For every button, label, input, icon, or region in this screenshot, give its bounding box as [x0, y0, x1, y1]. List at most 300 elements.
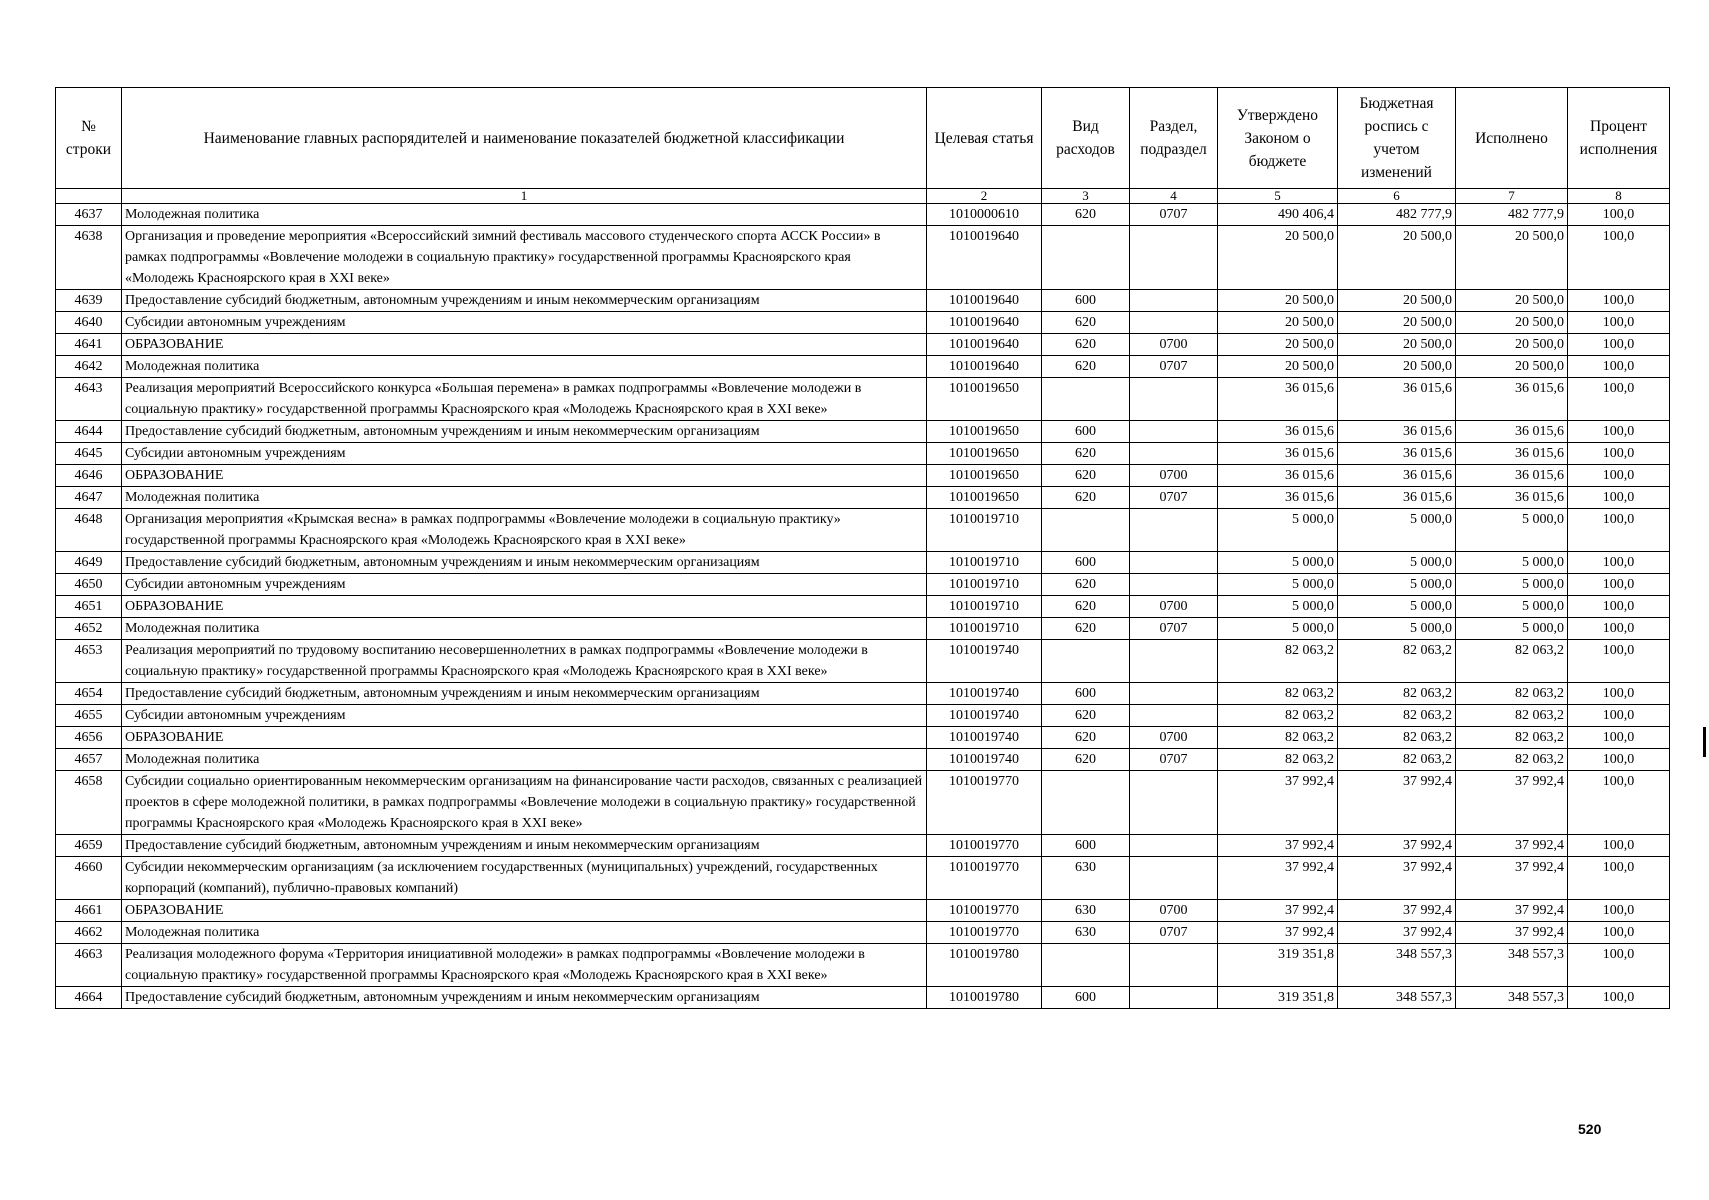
row-name: Организация мероприятия «Крымская весна» в рамках подпрограммы «Вовлечение молодежи в социальную практику» государственной программы Красноярского края «Молодежь Красноярского края в XXI веке» [122, 509, 927, 552]
row-expense-type: 600 [1042, 421, 1130, 443]
row-name: Субсидии некоммерческим организациям (за исключением государственных (муниципальных) учреждений, государственных корпораций (компаний), публично-правовых компаний) [122, 857, 927, 900]
row-budget-list: 20 500,0 [1338, 356, 1456, 378]
row-expense-type: 630 [1042, 922, 1130, 944]
column-number: 8 [1568, 189, 1670, 204]
row-percent: 100,0 [1568, 312, 1670, 334]
row-number: 4646 [56, 465, 122, 487]
row-approved: 37 992,4 [1218, 900, 1338, 922]
row-section [1130, 443, 1218, 465]
column-number: 3 [1042, 189, 1130, 204]
row-number: 4662 [56, 922, 122, 944]
row-budget-list: 37 992,4 [1338, 771, 1456, 835]
row-expense-type: 600 [1042, 552, 1130, 574]
row-executed: 20 500,0 [1456, 312, 1568, 334]
row-section [1130, 683, 1218, 705]
table-row [56, 487, 1670, 509]
row-approved: 82 063,2 [1218, 749, 1338, 771]
row-section: 0700 [1130, 465, 1218, 487]
row-target-code: 1010019640 [927, 226, 1042, 290]
row-percent: 100,0 [1568, 640, 1670, 683]
table-row [56, 509, 1670, 552]
table-row [56, 204, 1670, 226]
row-budget-list: 36 015,6 [1338, 443, 1456, 465]
row-section [1130, 771, 1218, 835]
row-number: 4641 [56, 334, 122, 356]
row-number: 4654 [56, 683, 122, 705]
row-approved: 36 015,6 [1218, 378, 1338, 421]
row-section: 0700 [1130, 334, 1218, 356]
row-expense-type [1042, 944, 1130, 987]
row-expense-type: 620 [1042, 465, 1130, 487]
row-approved: 82 063,2 [1218, 727, 1338, 749]
row-section: 0700 [1130, 727, 1218, 749]
table-row [56, 312, 1670, 334]
row-target-code: 1010019770 [927, 900, 1042, 922]
row-section [1130, 857, 1218, 900]
row-executed: 348 557,3 [1456, 987, 1568, 1009]
row-expense-type: 600 [1042, 987, 1130, 1009]
column-number: 4 [1130, 189, 1218, 204]
row-target-code: 1010019640 [927, 312, 1042, 334]
row-expense-type: 600 [1042, 683, 1130, 705]
row-executed: 37 992,4 [1456, 771, 1568, 835]
row-percent: 100,0 [1568, 465, 1670, 487]
row-number: 4657 [56, 749, 122, 771]
row-approved: 20 500,0 [1218, 312, 1338, 334]
header-percent: Процент исполнения [1568, 88, 1670, 189]
row-name: Субсидии автономным учреждениям [122, 312, 927, 334]
row-target-code: 1010019740 [927, 640, 1042, 683]
row-approved: 82 063,2 [1218, 683, 1338, 705]
header-section: Раздел, подраздел [1130, 88, 1218, 189]
row-number: 4656 [56, 727, 122, 749]
row-expense-type: 620 [1042, 596, 1130, 618]
row-executed: 82 063,2 [1456, 640, 1568, 683]
row-section: 0707 [1130, 922, 1218, 944]
row-percent: 100,0 [1568, 204, 1670, 226]
column-number: 6 [1338, 189, 1456, 204]
row-name: Субсидии автономным учреждениям [122, 443, 927, 465]
row-name: Реализация молодежного форума «Территория инициативной молодежи» в рамках подпрограммы «Вовлечение молодежи в социальную практику» государственной программы Красноярского края «Молодежь Красноярского края в XXI веке» [122, 944, 927, 987]
row-expense-type: 620 [1042, 487, 1130, 509]
row-executed: 36 015,6 [1456, 487, 1568, 509]
row-expense-type [1042, 226, 1130, 290]
row-approved: 36 015,6 [1218, 421, 1338, 443]
row-number: 4648 [56, 509, 122, 552]
column-number: 1 [122, 189, 927, 204]
row-approved: 36 015,6 [1218, 465, 1338, 487]
row-executed: 37 992,4 [1456, 835, 1568, 857]
page-number: 520 [1578, 1121, 1602, 1137]
row-number: 4638 [56, 226, 122, 290]
row-number: 4651 [56, 596, 122, 618]
row-target-code: 1010019770 [927, 922, 1042, 944]
row-approved: 20 500,0 [1218, 356, 1338, 378]
row-expense-type: 620 [1042, 334, 1130, 356]
row-name: ОБРАЗОВАНИЕ [122, 727, 927, 749]
row-name: Предоставление субсидий бюджетным, автономным учреждениям и иным некоммерческим организациям [122, 683, 927, 705]
row-approved: 82 063,2 [1218, 705, 1338, 727]
row-executed: 5 000,0 [1456, 574, 1568, 596]
row-target-code: 1010000610 [927, 204, 1042, 226]
row-percent: 100,0 [1568, 727, 1670, 749]
row-name: ОБРАЗОВАНИЕ [122, 900, 927, 922]
row-executed: 20 500,0 [1456, 290, 1568, 312]
row-name: Молодежная политика [122, 204, 927, 226]
row-name: Субсидии автономным учреждениям [122, 574, 927, 596]
row-budget-list: 82 063,2 [1338, 727, 1456, 749]
row-percent: 100,0 [1568, 749, 1670, 771]
row-target-code: 1010019710 [927, 552, 1042, 574]
row-section [1130, 835, 1218, 857]
row-budget-list: 20 500,0 [1338, 334, 1456, 356]
row-number: 4640 [56, 312, 122, 334]
row-section: 0700 [1130, 596, 1218, 618]
row-section [1130, 290, 1218, 312]
row-percent: 100,0 [1568, 922, 1670, 944]
row-number: 4642 [56, 356, 122, 378]
row-section: 0707 [1130, 356, 1218, 378]
row-approved: 319 351,8 [1218, 944, 1338, 987]
row-name: Молодежная политика [122, 922, 927, 944]
row-target-code: 1010019740 [927, 683, 1042, 705]
table-row [56, 900, 1670, 922]
row-expense-type: 620 [1042, 312, 1130, 334]
table-row [56, 922, 1670, 944]
row-section [1130, 226, 1218, 290]
row-section: 0707 [1130, 487, 1218, 509]
row-target-code: 1010019710 [927, 509, 1042, 552]
row-target-code: 1010019650 [927, 487, 1042, 509]
row-number: 4644 [56, 421, 122, 443]
table-row [56, 421, 1670, 443]
header-row-no: № строки [56, 88, 122, 189]
row-executed: 5 000,0 [1456, 596, 1568, 618]
row-budget-list: 5 000,0 [1338, 509, 1456, 552]
row-number: 4647 [56, 487, 122, 509]
column-number: 7 [1456, 189, 1568, 204]
row-name: Предоставление субсидий бюджетным, автономным учреждениям и иным некоммерческим организациям [122, 835, 927, 857]
row-approved: 5 000,0 [1218, 574, 1338, 596]
row-percent: 100,0 [1568, 705, 1670, 727]
row-approved: 20 500,0 [1218, 334, 1338, 356]
column-number-row [56, 189, 1670, 204]
row-percent: 100,0 [1568, 574, 1670, 596]
row-expense-type: 600 [1042, 835, 1130, 857]
row-budget-list: 82 063,2 [1338, 705, 1456, 727]
table-header [56, 88, 1670, 204]
row-executed: 20 500,0 [1456, 334, 1568, 356]
row-percent: 100,0 [1568, 835, 1670, 857]
row-executed: 82 063,2 [1456, 749, 1568, 771]
budget-execution-table [55, 87, 1670, 1009]
row-target-code: 1010019780 [927, 987, 1042, 1009]
row-name: Организация и проведение мероприятия «Всероссийский зимний фестиваль массового студенческого спорта АССК России» в рамках подпрограммы «Вовлечение молодежи в социальную практику» государственной программы Красноярского края «Молодежь Красноярского края в XXI веке» [122, 226, 927, 290]
row-name: Предоставление субсидий бюджетным, автономным учреждениям и иным некоммерческим организациям [122, 421, 927, 443]
row-expense-type [1042, 509, 1130, 552]
header-expense-type: Вид расходов [1042, 88, 1130, 189]
row-expense-type [1042, 378, 1130, 421]
table-row [56, 987, 1670, 1009]
row-section: 0707 [1130, 204, 1218, 226]
row-name: Предоставление субсидий бюджетным, автономным учреждениям и иным некоммерческим организациям [122, 290, 927, 312]
row-number: 4645 [56, 443, 122, 465]
row-approved: 5 000,0 [1218, 596, 1338, 618]
row-budget-list: 37 992,4 [1338, 922, 1456, 944]
row-percent: 100,0 [1568, 596, 1670, 618]
row-budget-list: 348 557,3 [1338, 944, 1456, 987]
row-executed: 20 500,0 [1456, 356, 1568, 378]
row-expense-type: 620 [1042, 727, 1130, 749]
row-number: 4652 [56, 618, 122, 640]
row-percent: 100,0 [1568, 226, 1670, 290]
row-percent: 100,0 [1568, 552, 1670, 574]
row-number: 4653 [56, 640, 122, 683]
table-row [56, 705, 1670, 727]
row-target-code: 1010019650 [927, 443, 1042, 465]
row-target-code: 1010019770 [927, 835, 1042, 857]
row-number: 4637 [56, 204, 122, 226]
row-section [1130, 944, 1218, 987]
row-section [1130, 421, 1218, 443]
scan-edge-mark [1703, 727, 1706, 757]
row-budget-list: 36 015,6 [1338, 487, 1456, 509]
row-budget-list: 37 992,4 [1338, 900, 1456, 922]
row-budget-list: 82 063,2 [1338, 683, 1456, 705]
row-executed: 82 063,2 [1456, 727, 1568, 749]
row-percent: 100,0 [1568, 356, 1670, 378]
row-budget-list: 20 500,0 [1338, 290, 1456, 312]
row-number: 4659 [56, 835, 122, 857]
row-number: 4660 [56, 857, 122, 900]
row-section [1130, 640, 1218, 683]
row-approved: 36 015,6 [1218, 443, 1338, 465]
row-budget-list: 36 015,6 [1338, 465, 1456, 487]
row-expense-type: 630 [1042, 900, 1130, 922]
header-target: Целевая статья [927, 88, 1042, 189]
row-target-code: 1010019740 [927, 727, 1042, 749]
row-percent: 100,0 [1568, 421, 1670, 443]
row-target-code: 1010019640 [927, 290, 1042, 312]
row-executed: 36 015,6 [1456, 378, 1568, 421]
row-section [1130, 509, 1218, 552]
row-name: Предоставление субсидий бюджетным, автономным учреждениям и иным некоммерческим организациям [122, 987, 927, 1009]
row-expense-type: 620 [1042, 749, 1130, 771]
row-target-code: 1010019770 [927, 771, 1042, 835]
row-percent: 100,0 [1568, 618, 1670, 640]
row-target-code: 1010019640 [927, 334, 1042, 356]
row-percent: 100,0 [1568, 900, 1670, 922]
table-row [56, 857, 1670, 900]
row-budget-list: 36 015,6 [1338, 421, 1456, 443]
row-budget-list: 37 992,4 [1338, 857, 1456, 900]
row-approved: 37 992,4 [1218, 835, 1338, 857]
table-row [56, 552, 1670, 574]
row-budget-list: 5 000,0 [1338, 574, 1456, 596]
row-target-code: 1010019650 [927, 421, 1042, 443]
table-row [56, 443, 1670, 465]
table-row [56, 574, 1670, 596]
table-row [56, 727, 1670, 749]
row-executed: 37 992,4 [1456, 857, 1568, 900]
table-row [56, 334, 1670, 356]
row-budget-list: 5 000,0 [1338, 596, 1456, 618]
row-executed: 36 015,6 [1456, 421, 1568, 443]
table-row [56, 596, 1670, 618]
row-section: 0700 [1130, 900, 1218, 922]
row-executed: 5 000,0 [1456, 618, 1568, 640]
table-row [56, 378, 1670, 421]
row-number: 4639 [56, 290, 122, 312]
row-target-code: 1010019740 [927, 705, 1042, 727]
row-target-code: 1010019710 [927, 574, 1042, 596]
table-row [56, 640, 1670, 683]
row-expense-type: 620 [1042, 618, 1130, 640]
row-approved: 5 000,0 [1218, 509, 1338, 552]
row-number: 4664 [56, 987, 122, 1009]
table-row [56, 290, 1670, 312]
table-row [56, 835, 1670, 857]
row-number: 4655 [56, 705, 122, 727]
row-percent: 100,0 [1568, 944, 1670, 987]
row-budget-list: 482 777,9 [1338, 204, 1456, 226]
table-row [56, 356, 1670, 378]
row-approved: 37 992,4 [1218, 771, 1338, 835]
row-executed: 82 063,2 [1456, 683, 1568, 705]
row-executed: 482 777,9 [1456, 204, 1568, 226]
row-percent: 100,0 [1568, 443, 1670, 465]
row-name: Молодежная политика [122, 618, 927, 640]
row-target-code: 1010019650 [927, 378, 1042, 421]
row-approved: 319 351,8 [1218, 987, 1338, 1009]
row-percent: 100,0 [1568, 334, 1670, 356]
row-expense-type: 620 [1042, 705, 1130, 727]
table-row [56, 465, 1670, 487]
row-name: Предоставление субсидий бюджетным, автономным учреждениям и иным некоммерческим организациям [122, 552, 927, 574]
row-approved: 5 000,0 [1218, 552, 1338, 574]
row-target-code: 1010019770 [927, 857, 1042, 900]
row-budget-list: 5 000,0 [1338, 618, 1456, 640]
row-percent: 100,0 [1568, 857, 1670, 900]
row-number: 4658 [56, 771, 122, 835]
row-executed: 5 000,0 [1456, 509, 1568, 552]
row-approved: 20 500,0 [1218, 226, 1338, 290]
table-row [56, 771, 1670, 835]
row-expense-type [1042, 640, 1130, 683]
row-approved: 37 992,4 [1218, 922, 1338, 944]
row-percent: 100,0 [1568, 378, 1670, 421]
row-name: Субсидии социально ориентированным некоммерческим организациям на финансирование части расходов, связанных с реализацией проектов в сфере молодежной политики, в рамках подпрограммы «Вовлечение молодежи в социальную практику» государственной программы Красноярского края «Молодежь Красноярского края в XXI веке» [122, 771, 927, 835]
row-approved: 37 992,4 [1218, 857, 1338, 900]
row-section [1130, 312, 1218, 334]
row-section [1130, 552, 1218, 574]
row-executed: 37 992,4 [1456, 900, 1568, 922]
row-number: 4649 [56, 552, 122, 574]
row-section [1130, 705, 1218, 727]
row-percent: 100,0 [1568, 771, 1670, 835]
table-row [56, 683, 1670, 705]
row-target-code: 1010019710 [927, 596, 1042, 618]
row-expense-type: 620 [1042, 574, 1130, 596]
row-number: 4661 [56, 900, 122, 922]
table-row [56, 749, 1670, 771]
row-name: Молодежная политика [122, 487, 927, 509]
row-target-code: 1010019780 [927, 944, 1042, 987]
row-number: 4663 [56, 944, 122, 987]
row-target-code: 1010019640 [927, 356, 1042, 378]
row-approved: 20 500,0 [1218, 290, 1338, 312]
row-expense-type: 600 [1042, 290, 1130, 312]
row-budget-list: 5 000,0 [1338, 552, 1456, 574]
row-name: ОБРАЗОВАНИЕ [122, 596, 927, 618]
row-percent: 100,0 [1568, 290, 1670, 312]
row-executed: 348 557,3 [1456, 944, 1568, 987]
row-budget-list: 82 063,2 [1338, 749, 1456, 771]
column-number: 5 [1218, 189, 1338, 204]
row-approved: 490 406,4 [1218, 204, 1338, 226]
row-number: 4643 [56, 378, 122, 421]
row-expense-type: 620 [1042, 204, 1130, 226]
row-approved: 5 000,0 [1218, 618, 1338, 640]
row-section [1130, 378, 1218, 421]
row-target-code: 1010019740 [927, 749, 1042, 771]
row-section [1130, 574, 1218, 596]
row-budget-list: 20 500,0 [1338, 312, 1456, 334]
row-budget-list: 348 557,3 [1338, 987, 1456, 1009]
header-approved: Утверждено Законом о бюджете [1218, 88, 1338, 189]
row-approved: 36 015,6 [1218, 487, 1338, 509]
row-executed: 36 015,6 [1456, 465, 1568, 487]
row-name: Реализация мероприятий по трудовому воспитанию несовершеннолетних в рамках подпрограммы «Вовлечение молодежи в социальную практику» государственной программы Красноярского края «Молодежь Красноярского края в XXI веке» [122, 640, 927, 683]
row-section [1130, 987, 1218, 1009]
table-body [56, 204, 1670, 1009]
header-name: Наименование главных распорядителей и наименование показателей бюджетной классификации [122, 88, 927, 189]
row-name: Молодежная политика [122, 356, 927, 378]
row-executed: 82 063,2 [1456, 705, 1568, 727]
row-budget-list: 36 015,6 [1338, 378, 1456, 421]
table-row [56, 944, 1670, 987]
row-executed: 37 992,4 [1456, 922, 1568, 944]
row-target-code: 1010019650 [927, 465, 1042, 487]
row-name: Молодежная политика [122, 749, 927, 771]
row-section: 0707 [1130, 749, 1218, 771]
row-target-code: 1010019710 [927, 618, 1042, 640]
row-name: Субсидии автономным учреждениям [122, 705, 927, 727]
row-budget-list: 82 063,2 [1338, 640, 1456, 683]
row-budget-list: 37 992,4 [1338, 835, 1456, 857]
row-executed: 5 000,0 [1456, 552, 1568, 574]
row-executed: 36 015,6 [1456, 443, 1568, 465]
table-row [56, 618, 1670, 640]
row-expense-type: 630 [1042, 857, 1130, 900]
row-expense-type [1042, 771, 1130, 835]
header-budget-list: Бюджетная роспись с учетом изменений [1338, 88, 1456, 189]
row-executed: 20 500,0 [1456, 226, 1568, 290]
row-number: 4650 [56, 574, 122, 596]
column-number [56, 189, 122, 204]
row-percent: 100,0 [1568, 987, 1670, 1009]
row-name: ОБРАЗОВАНИЕ [122, 334, 927, 356]
table-row [56, 226, 1670, 290]
row-budget-list: 20 500,0 [1338, 226, 1456, 290]
column-number: 2 [927, 189, 1042, 204]
row-name: ОБРАЗОВАНИЕ [122, 465, 927, 487]
row-approved: 82 063,2 [1218, 640, 1338, 683]
row-percent: 100,0 [1568, 683, 1670, 705]
row-expense-type: 620 [1042, 356, 1130, 378]
row-percent: 100,0 [1568, 487, 1670, 509]
row-percent: 100,0 [1568, 509, 1670, 552]
